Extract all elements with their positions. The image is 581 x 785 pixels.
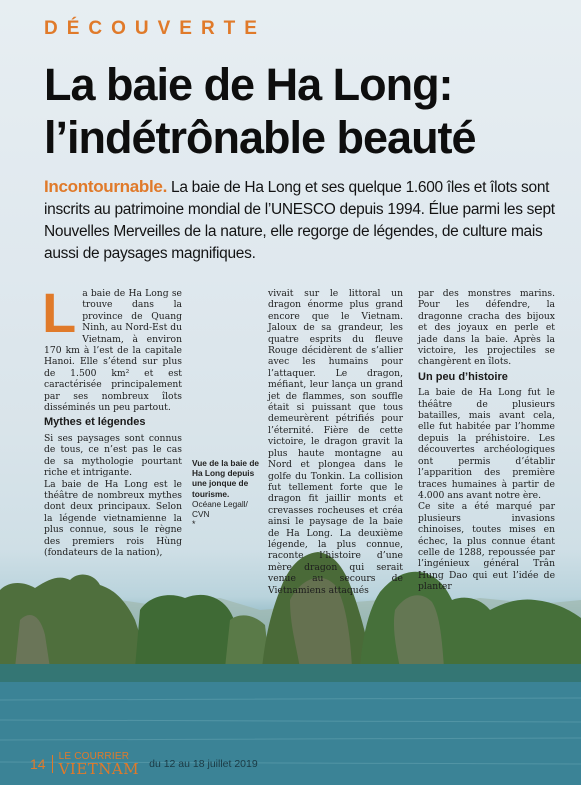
lead-paragraph [44, 176, 564, 265]
logo-line-1: LE COURRIER [58, 751, 130, 762]
paragraph-myths-1: Si ses paysages sont connus de tous, ce n’est pas le cas de sa mythologie pourtant riche et intrigante. [44, 432, 182, 479]
paragraph-intro [42, 281, 182, 414]
subheading-history: Un peu d’histoire [418, 370, 508, 383]
lead-text: La baie de Ha Long et ses quelque 1.600 îles et îlots sont inscrits au patrimoine mondial de l’UNESCO depuis 1994. Élue parmi les sept Nouvelles Merveilles de la nature, elle regorge de légendes, de culture mais aussi de paysages magnifiques. [44, 179, 555, 262]
article-column-1 [42, 281, 182, 558]
footer-separator [52, 755, 53, 773]
drop-cap: L [42, 281, 77, 344]
paragraph-myths-2: La baie de Ha Long est le théâtre de nombreux mythes dont deux principaux. Selon la légende vietnamienne la plus connue, sous le règne des premiers rois Hùng (fondateurs de la nation), [44, 478, 182, 558]
subheading-myths: Mythes et légendes [44, 416, 146, 429]
caption-mark: * [192, 519, 196, 530]
photo-credit: Océane Legall/ CVN [192, 498, 248, 520]
caption-title: Vue de la baie de Ha Long depuis une jonque de tourisme. [192, 458, 260, 499]
paragraph-history-1: La baie de Ha Long fut le théâtre de plusieurs batailles, mais avant cela, elle fut habitée par l’homme depuis la préhistoire. Les découvertes archéologiques ont permis d’établir l’apparition des première traces humaines à partir de 4.000 ans avant notre ère. [418, 387, 555, 501]
article-column-3 [418, 288, 555, 593]
page-number: 14 [30, 756, 46, 772]
paragraph-legend: vivait sur le littoral un dragon énorme plus grand encore que le Vietnam. Jaloux de sa grandeur, les quatre esprits du fleuve Rouge décidèrent de s’allier avec les humains pour l’attaquer. Le dragon, méfiant, leur lança un grand jet de flammes, son souffle était si puissant que tous demeurèrent pétrifiés pour l’éternité. Fière de cette victoire, le dragon gravit la plus haute montagne au Nord et plongea dans le golfe du Tonkin. La collision fut tellement forte que le dragon fit jaillir monts et crevasses rocheuses et créa ainsi le paysage de la baie de Ha Long. La deuxième légende, la plus connue, raconte l’histoire d’une mère dragon qui serait venue au secours de Vietnamiens attaqués [268, 288, 403, 596]
page-title [44, 58, 574, 164]
sea-reflection [0, 664, 581, 682]
logo-line-2: VIETNAM [58, 760, 140, 778]
publication-logo [59, 752, 140, 776]
issue-date: du 12 au 18 juillet 2019 [149, 758, 258, 770]
paragraph-legend-end: par des monstres marins. Pour les défendre, la dragonne cracha des bijoux et des joyaux en perle et jade dans la baie. Après la victoire, les projectiles se changèrent en îlots. [418, 288, 555, 368]
title-line-1: La baie de Ha Long: [44, 59, 453, 110]
lead-tag: Incontournable. [44, 177, 168, 196]
page-footer [30, 752, 258, 776]
paragraph-history-2: Ce site a été marqué par plusieurs invasions chinoises, toutes mises en échec, la plus connue étant celle de 1288, repoussée par l’ingénieux général Trân Hung Dao qui eut l’idée de planter [418, 501, 555, 593]
photo-caption [192, 458, 262, 529]
section-kicker: DÉCOUVERTE [44, 18, 266, 39]
article-column-2 [268, 288, 403, 596]
intro-text: a baie de Ha Long se trouve dans la province de Quang Ninh, au Nord-Est du Vietnam, à environ 170 km à l’est de la capitale Hanoi. Elle s’étend sur plus de 1.500 km² et est caractérisée principalement par ses nombreux îlots disséminés un peu partout. [44, 288, 182, 414]
title-line-2: l’indétrônable beauté [44, 112, 476, 163]
